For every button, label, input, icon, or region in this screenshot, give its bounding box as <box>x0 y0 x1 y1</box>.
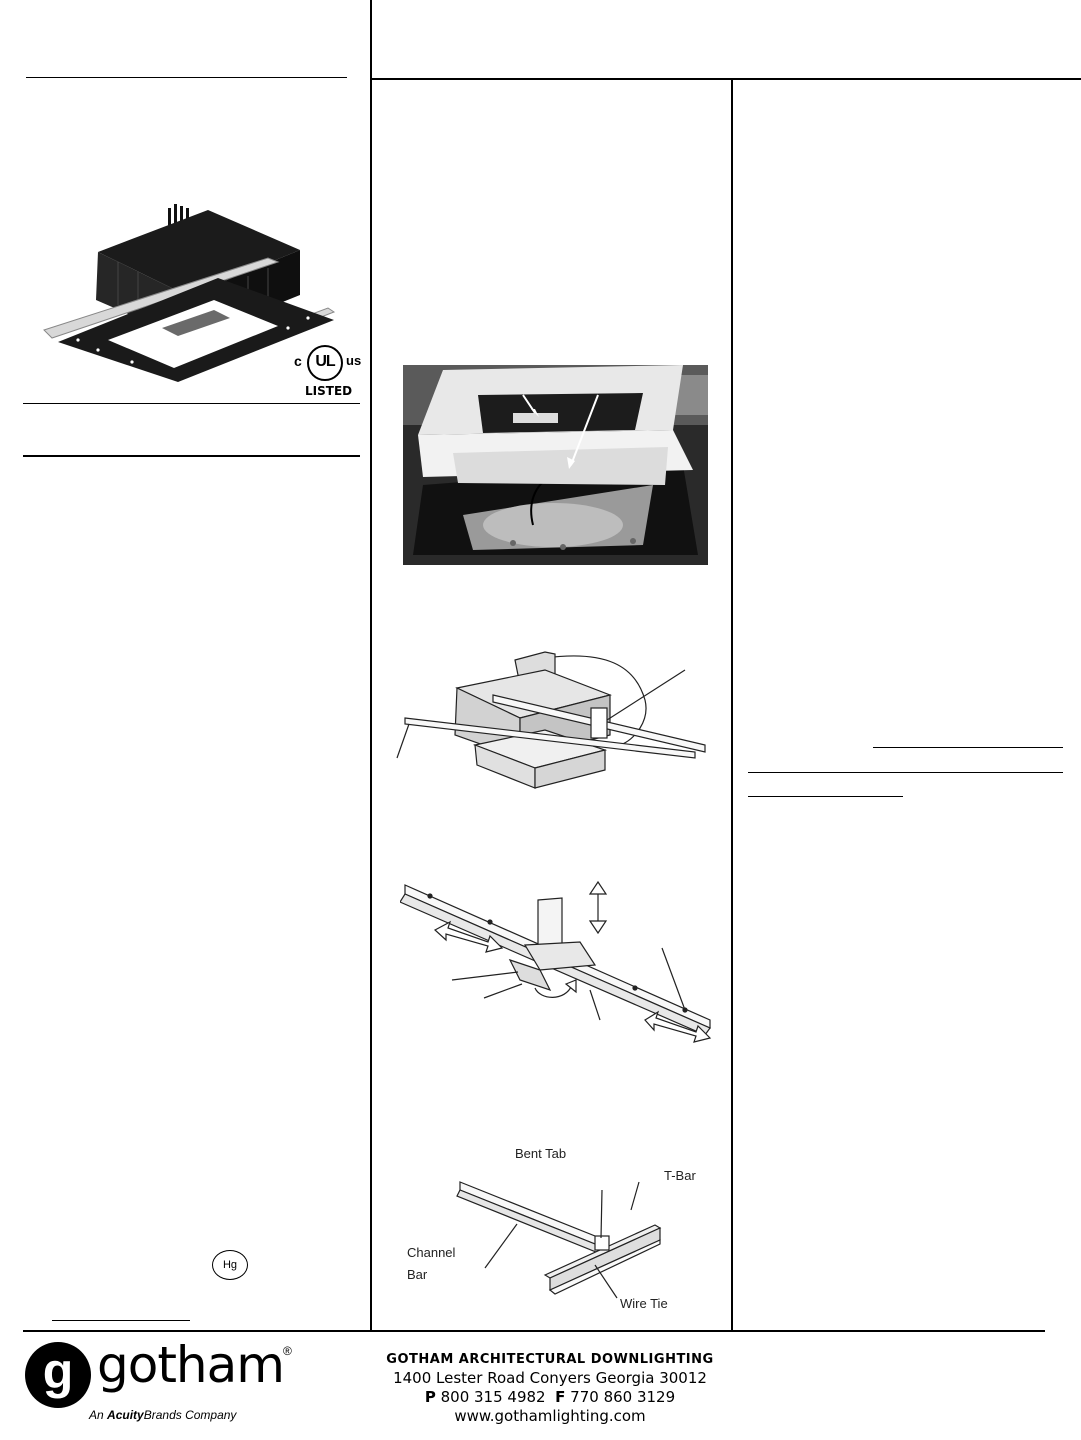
gotham-g-mark: g <box>25 1342 91 1408</box>
gotham-logo <box>25 1336 315 1432</box>
fax-number: 770 860 3129 <box>570 1388 676 1406</box>
mercury-hg-symbol: Hg <box>212 1250 248 1280</box>
phone-number: 800 315 4982 <box>440 1388 546 1406</box>
gotham-wordmark: gotham <box>97 1336 284 1394</box>
right-underline-3 <box>748 796 903 797</box>
header-rule-right <box>372 78 1081 80</box>
ul-listed-mark <box>294 345 368 400</box>
trim-installation-photo <box>403 365 708 565</box>
header-rule-left <box>26 77 347 78</box>
t-bar-label: T-Bar <box>664 1168 696 1183</box>
registered-mark: ® <box>283 1344 292 1358</box>
company-name: GOTHAM ARCHITECTURAL DOWNLIGHTING <box>386 1352 714 1367</box>
tbar-installation-diagram <box>455 1170 715 1305</box>
ul-us-text: us <box>346 353 362 368</box>
ul-listed-text: LISTED <box>305 384 353 398</box>
acuity-brand: Acuity <box>107 1408 144 1422</box>
column-divider-right <box>731 80 733 1330</box>
bent-tab-label: Bent Tab <box>515 1146 567 1161</box>
channel-bar-label: Channel Bar <box>407 1245 456 1282</box>
right-underline-2 <box>748 772 1063 773</box>
ul-c-text: c <box>294 353 302 369</box>
product-rule-bottom <box>23 455 360 457</box>
ul-circle: UL <box>307 345 343 381</box>
wire-tie-label: Wire Tie <box>620 1296 668 1311</box>
left-bottom-underline <box>52 1320 190 1321</box>
company-phone-fax: P 800 315 4982 F 770 860 3129 <box>424 1388 676 1406</box>
header-divider-vertical <box>370 0 372 1330</box>
bar-hanger-adjustment-diagram <box>400 880 715 1050</box>
company-address: 1400 Lester Road Conyers Georgia 30012 <box>393 1369 707 1387</box>
acuity-tagline: An AcuityBrands Company <box>89 1408 237 1422</box>
company-website[interactable]: www.gothamlighting.com <box>454 1407 646 1425</box>
company-address-block <box>380 1352 720 1425</box>
housing-bar-hanger-diagram <box>395 640 715 805</box>
right-underline-1 <box>873 747 1063 748</box>
footer-rule <box>23 1330 1045 1332</box>
product-rule-top <box>23 403 360 404</box>
